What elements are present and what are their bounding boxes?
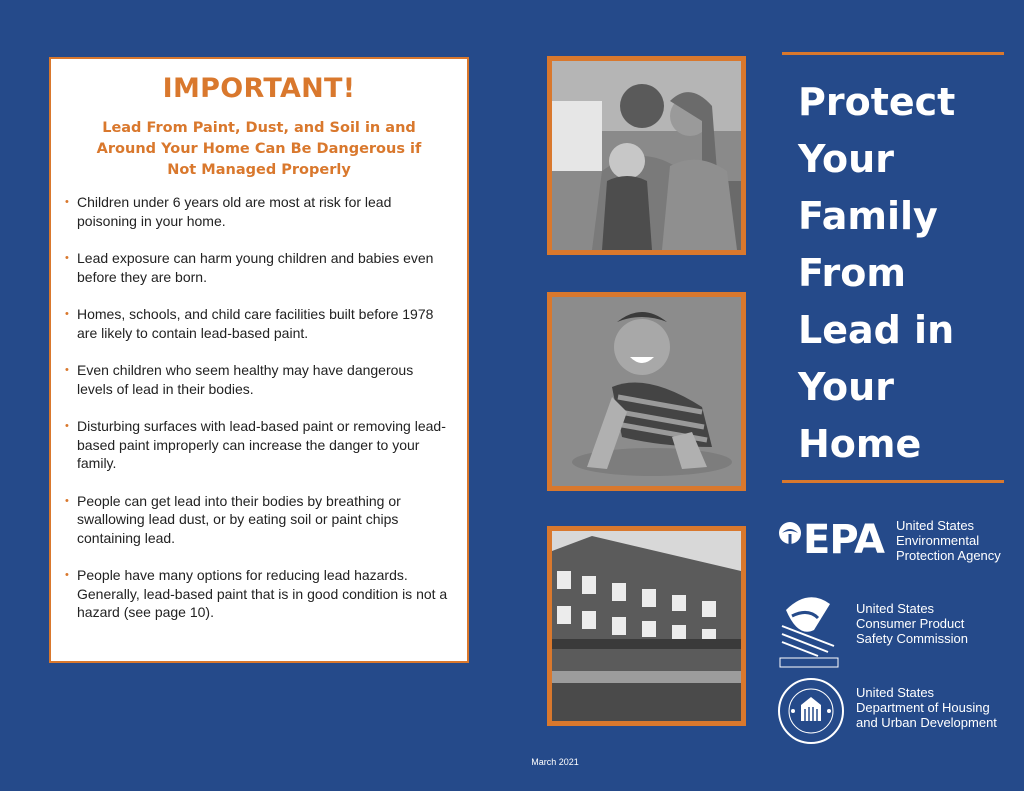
title-bottom-rule bbox=[782, 480, 1004, 483]
epa-logo-icon bbox=[778, 521, 802, 555]
list-item: • Disturbing surfaces with lead-based paint or removing lead-based paint improperly can increase the danger to your family. bbox=[65, 418, 446, 471]
bullet-icon: • bbox=[65, 569, 69, 581]
bullet-icon: • bbox=[65, 196, 69, 208]
publication-date: March 2021 bbox=[531, 757, 579, 767]
bullet-list bbox=[51, 193, 467, 622]
panel-subheading: Lead From Paint, Dust, and Soil in and Around Your Home Can Be Dangerous if Not Managed Properly bbox=[96, 120, 422, 178]
title-top-rule bbox=[782, 52, 1004, 55]
cpsc-seal-icon bbox=[778, 590, 840, 668]
list-item: • Even children who seem healthy may have dangerous levels of lead in their bodies. bbox=[65, 362, 414, 397]
hud-agency-name: United States Department of Housing and Urban Development bbox=[856, 685, 997, 730]
list-item: • People have many options for reducing lead hazards. Generally, lead-based paint that is in good condition is not a hazard (see page 10). bbox=[65, 567, 448, 620]
bullet-icon: • bbox=[65, 308, 69, 320]
bullet-icon: • bbox=[65, 494, 69, 507]
page-title: Protect Your Family From Lead in Your Home bbox=[798, 80, 956, 466]
list-item: • Children under 6 years old are most at risk for lead poisoning in your home. bbox=[65, 194, 392, 229]
bullet-icon: • bbox=[65, 364, 69, 376]
bullet-icon: • bbox=[65, 420, 69, 432]
list-item: • Lead exposure can harm young children and babies even before they are born. bbox=[65, 250, 434, 285]
row-houses-photo bbox=[547, 526, 746, 726]
important-panel bbox=[49, 57, 469, 663]
epa-wordmark: EPA bbox=[803, 517, 884, 563]
list-item: • People can get lead into their bodies by breathing or swallowing lead dust, or by eating soil or paint chips containing lead. bbox=[65, 492, 401, 546]
cpsc-agency-name: United States Consumer Product Safety Commission bbox=[856, 601, 968, 646]
hud-seal-icon bbox=[777, 677, 845, 745]
crawling-baby-photo bbox=[547, 292, 746, 491]
bullet-icon: • bbox=[65, 252, 69, 264]
family-photo bbox=[547, 56, 746, 255]
list-item: • Homes, schools, and child care facilities built before 1978 are likely to contain lead-based paint. bbox=[65, 306, 434, 341]
epa-agency-name: United States Environmental Protection Agency bbox=[896, 518, 1001, 563]
panel-heading: IMPORTANT! bbox=[162, 73, 356, 104]
